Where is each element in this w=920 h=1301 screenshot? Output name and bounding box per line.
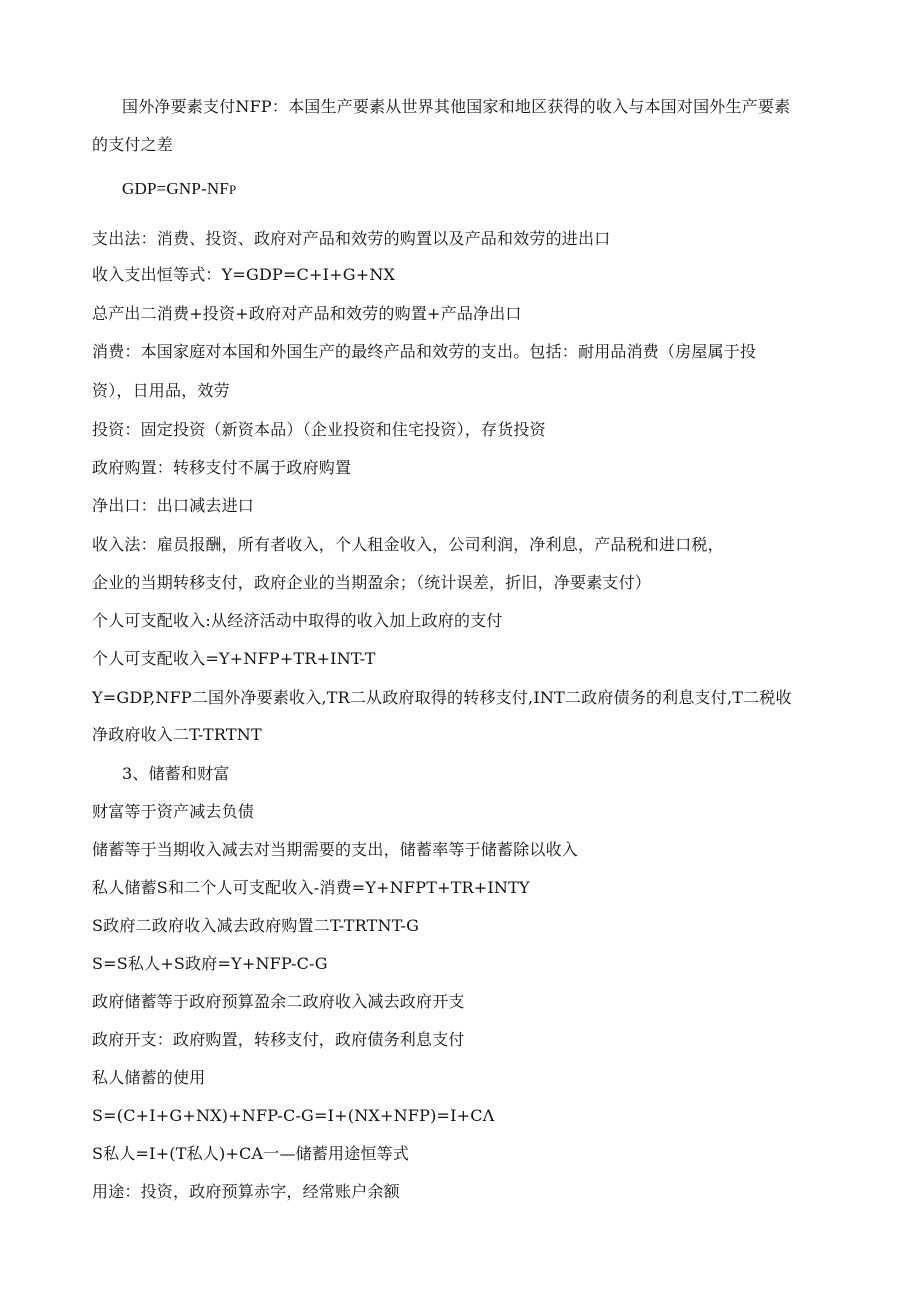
- total-output-line: 总产出二消费+投资+政府对产品和效劳的购置+产品净出口: [92, 304, 522, 323]
- private-savings-line: 私人储蓄S和二个人可支配收入-消费=Y+NFPT+TR+INTY: [92, 878, 530, 897]
- formula-gdp-gnp-suffix: P: [229, 182, 237, 197]
- income-method-line-2: 企业的当期转移支付，政府企业的当期盈余；（统计误差，折旧，净要素支付）: [92, 573, 652, 592]
- investment-line: 投资：固定投资（新资本品）（企业投资和住宅投资），存货投资: [92, 420, 546, 439]
- net-export-line: 净出口：出口减去进口: [92, 496, 255, 515]
- savings-definition-line: 储蓄等于当期收入减去对当期需要的支出，储蓄率等于储蓄除以收入: [92, 840, 579, 859]
- formula-gdp-gnp: [122, 178, 862, 201]
- consumption-line-1: 消费：本国家庭对本国和外国生产的最终产品和效劳的支出。包括：耐用品消费（房屋属于投: [92, 342, 757, 361]
- consumption-line-2: 资），日用品，效劳: [92, 381, 230, 400]
- private-savings-use-heading: 私人储蓄的使用: [92, 1068, 206, 1087]
- total-savings-line: S=S私人+S政府=Y+NFP-C-G: [92, 954, 328, 973]
- disposable-income-formula-line: 个人可支配收入=Y+NFP+TR+INT-T: [92, 649, 376, 668]
- expenditure-method-line: 支出法：消费、投资、政府对产品和效劳的购置以及产品和效劳的进出口: [92, 229, 611, 248]
- net-government-income-line: 净政府收入二T-TRTNT: [92, 725, 262, 744]
- wealth-definition-line: 财富等于资产减去负债: [92, 802, 255, 821]
- paragraph-line-2: 的支付之差: [92, 135, 174, 154]
- government-purchase-line: 政府购置：转移支付不属于政府购置: [92, 458, 352, 477]
- income-expenditure-identity-line: 收入支出恒等式：Y=GDP=C+I+G+NX: [92, 265, 396, 284]
- paragraph-line-1: 国外净要素支付NFP：本国生产要素从世界其他国家和地区获得的收入与本国对国外生产要素: [122, 97, 791, 116]
- income-method-line-1: 收入法：雇员报酬，所有者收入，个人租金收入，公司利润，净利息，产品税和进口税，: [92, 535, 724, 554]
- disposable-income-definition-line: 个人可支配收入:从经济活动中取得的收入加上政府的支付: [92, 611, 503, 630]
- government-budget-surplus-line: 政府储蓄等于政府预算盈余二政府收入减去政府开支: [92, 992, 465, 1011]
- government-expenditure-line: 政府开支：政府购置，转移支付，政府债务利息支付: [92, 1030, 465, 1049]
- formula-gdp-gnp-main: GDP=GNP-NF: [122, 179, 229, 198]
- savings-identity-line-2: S私人=I+(T私人)+CA一—储蓄用途恒等式: [92, 1144, 410, 1163]
- savings-uses-line: 用途：投资，政府预算赤字，经常账户余额: [92, 1182, 400, 1201]
- section-heading-savings-wealth: 3、储蓄和财富: [122, 764, 230, 783]
- government-savings-line: S政府二政府收入减去政府购置二T-TRTNT-G: [92, 916, 420, 935]
- savings-identity-line-1: S=(C+I+G+NX)+NFP-C-G=I+(NX+NFP)=I+CΛ: [92, 1106, 495, 1125]
- variables-definition-line: Y=GDP,NFP二国外净要素收入,TR二从政府取得的转移支付,INT二政府债务的利息支付,T二税收: [92, 688, 792, 707]
